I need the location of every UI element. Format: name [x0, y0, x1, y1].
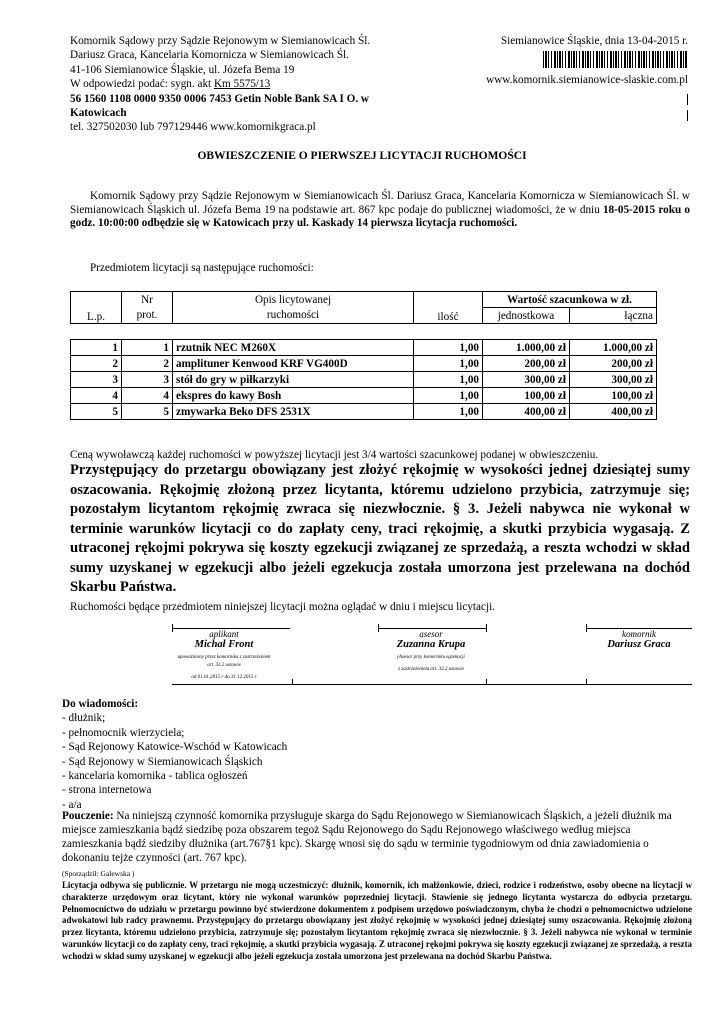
col-nr: Nr: [122, 292, 173, 308]
table-row: [71, 404, 657, 420]
items-table: [70, 339, 657, 420]
price-note: Ceną wywoławczą każdej ruchomości w powyższej licytacji jest 3/4 wartości szacunkowej podanej w obwieszczeniu.: [70, 449, 599, 461]
list-item: - Sąd Rejonowy w Siemianowicach Śląskich: [62, 755, 263, 768]
signature-asesor: [370, 629, 492, 674]
signature-role: aplikant: [209, 629, 239, 639]
case-reference-prefix: W odpowiedzi podać: sygn. akt: [70, 78, 214, 91]
items-table-header: [70, 291, 657, 324]
header-line: Komornik Sądowy przy Sądzie Rejonowym w Siemianowicach Śl.: [70, 35, 371, 47]
signature-aplikant: [160, 629, 288, 682]
cell-ilosc: 1,00: [414, 388, 483, 404]
col-opis-2: ruchomości: [173, 308, 414, 324]
cell-laczna: 400,00 zł: [570, 404, 657, 420]
cell-opis: rzutnik NEC M260X: [173, 340, 414, 356]
cell-lp: 2: [71, 356, 122, 372]
signature-komornik: [586, 629, 692, 650]
header-line: 41-106 Siemianowice Śląskie, ul. Józefa Bema 19: [70, 63, 295, 76]
cell-lp: 4: [71, 388, 122, 404]
col-ilosc: ilość: [414, 292, 483, 324]
signature-role: asesor: [419, 629, 443, 639]
col-jedn: jednostkowa: [483, 308, 570, 324]
cell-ilosc: 1,00: [414, 356, 483, 372]
list-item: - pełnomocnik wierzyciela;: [62, 726, 185, 739]
website: www.komornik.siemianowice-slaskie.com.pl: [486, 73, 688, 86]
header-line: Dariusz Graca, Kancelaria Komornicza w Siemianowicach Śl.: [70, 49, 349, 62]
list-item: - Sąd Rejonowy Katowice-Wschód w Katowicach: [62, 741, 288, 754]
fine-print: Licytacja odbywa się publicznie. W przetargu nie mogą uczestniczyć: dłużnik, komornik, ich małżonkowie, dzieci, rodzice i rodzeństwo, osoby obecne na licytacji w charakterze urzędowym oraz licytant, który nie wykonał warunków poprzedniej licytacji. Stawienie się jednego licytanta wystarcza do odbycia przetargu. Pełnomocnictwo do udziału w przetargu powinno być stwierdzone dokumentem z podpisem urzędowo poświadczonym, chyba że chodzi o pełnomocnictwo udzielone adwokatowi lub radcy prawnemu. Przystępujący do przetargu obowiązany jest złożyć rękojmię w wysokości jednej dziesiątej sumy oszacowania. Rękojmię złożoną przez licytanta, któremu udzielono przybicia, zatrzymuje się; pozostałym licytantom rękojmię zwraca się niezwłocznie. § 3. Jeżeli nabywca nie wykonał w terminie warunków licytacji co do zapłaty ceny, traci rękojmię, a skutki przybicia wygasają. Z utraconej rękojmi pokrywa się koszty egzekucji związanej ze sprzedażą, a reszta wchodzi w skład sumy uzyskanej w egzekucji albo jeżeli egzekucja została umorzona jest przelewana na dochód Skarbu Państwa.: [62, 880, 692, 961]
barcode-icon: [543, 51, 688, 68]
table-row: [71, 340, 657, 356]
instruction-paragraph: [62, 809, 692, 865]
signature-role: komornik: [622, 629, 656, 639]
cell-opis: ekspres do kawy Bosh: [173, 388, 414, 404]
cell-lp: 5: [71, 404, 122, 420]
col-wartosc: Wartość szacunkowa w zł.: [483, 292, 657, 308]
cell-jedn: 200,00 zł: [483, 356, 570, 372]
cell-opis: amplituner Kenwood KRF VG400D: [173, 356, 414, 372]
signature-tick: [292, 679, 293, 684]
margin-mark: [687, 94, 688, 105]
bank-account-line: 56 1560 1108 0000 9350 0006 7453 Getin Noble Bank SA I O. w: [70, 92, 369, 105]
cell-nr: 4: [122, 388, 173, 404]
cell-opis: zmywarka Beko DFS 2531X: [173, 404, 414, 420]
cell-ilosc: 1,00: [414, 372, 483, 388]
list-item: - a/a: [62, 798, 82, 811]
intro-text: Komornik Sądowy przy Sądzie Rejonowym w Siemianowicach Śl. Dariusz Graca, Kancelaria Komornicza w Siemianowicach Śl. w Siemianowicach Śląskich ul. Józefa Bema 19 na podstawie art. 867 kpc podaje do publicznej wiadomości, że w dniu: [70, 190, 690, 216]
header-right: [430, 34, 688, 87]
col-opis: Opis licytowanej: [173, 292, 414, 308]
document-title: OBWIESZCZENIE O PIERWSZEJ LICYTACJI RUCHOMOŚCI: [197, 150, 527, 162]
cell-jedn: 100,00 zł: [483, 388, 570, 404]
cell-laczna: 200,00 zł: [570, 356, 657, 372]
signature-tick: [586, 679, 587, 684]
signature-note: (Asesor przy komorniku egzekucji: [397, 655, 465, 660]
col-lp: L.p.: [71, 292, 122, 324]
place-date: Siemianowice Śląskie, dnia 13-04-2015 r.: [500, 35, 688, 47]
cell-lp: 1: [71, 340, 122, 356]
cell-nr: 5: [122, 404, 173, 420]
prepared-by: (Sporządził: Galewska ): [62, 869, 135, 878]
signature-name: Michał Front: [194, 639, 254, 650]
signature-note: art. 33.2 ustawie: [207, 663, 241, 668]
signature-tick: [486, 679, 487, 684]
cell-jedn: 400,00 zł: [483, 404, 570, 420]
list-item: - strona internetowa: [62, 784, 152, 797]
signature-name: Dariusz Graca: [607, 639, 671, 650]
bank-city-line: Katowicach: [70, 107, 127, 120]
deposit-paragraph: Przystępujący do przetargu obowiązany jest złożyć rękojmię w wysokości jednej dziesiątej sumy oszacowania. Rękojmię złożoną przez licytanta, któremu udzielono przybicia, zatrzymuje się; pozostałym licytantom rękojmię zwraca się niezwłocznie. § 3. Jeżeli nabywca nie wykonał w terminie warunków licytacji co do zapłaty ceny, traci rękojmię, a skutki przybicia wygasają. Z utraconej rękojmi pokrywa się koszty egzekucji związanej ze sprzedażą, a reszta wchodzi w skład sumy uzyskanej w egzekucji albo jeżeli egzekucja została umorzona jest przelewana na dochód Skarbu Państwa.: [70, 462, 690, 595]
table-row: [71, 356, 657, 372]
viewing-note: Ruchomości będące przedmiotem niniejszej licytacji można oglądać w dniu i miejscu licytacji.: [70, 601, 495, 613]
intro-paragraph: [70, 190, 690, 231]
instruction-label: Pouczenie:: [62, 810, 114, 822]
contact-line: tel. 327502030 lub 797129446 www.komornikgraca.pl: [70, 121, 316, 134]
signature-note: z zastrzeżeniem art. 33.2 ustawie: [398, 667, 464, 672]
case-reference: [70, 77, 430, 91]
bailiff-header: [70, 34, 430, 135]
auction-date-place: 18-05-2015 roku o godz. 10:00:00 odbędzie się w Katowicach przy ul. Kaskady 14 pierwsza licytacja ruchomości.: [70, 203, 690, 230]
table-row: [71, 388, 657, 404]
distribution-heading: Do wiadomości:: [62, 698, 139, 710]
signature-note: upoważniony przez komornika z zastrzeżeniem: [177, 655, 271, 660]
cell-lp: 3: [71, 372, 122, 388]
col-prot: prot.: [122, 308, 173, 324]
cell-nr: 1: [122, 340, 173, 356]
margin-mark: [687, 110, 688, 121]
cell-jedn: 1.000,00 zł: [483, 340, 570, 356]
subject-line: Przedmiotem licytacji są następujące ruchomości:: [90, 262, 314, 274]
cell-laczna: 300,00 zł: [570, 372, 657, 388]
instruction-text: Na niniejszą czynność komornika przysługuje skarga do Sądu Rejonowego w Siemianowicach Śląskich, a jeżeli dłużnik ma miejsce zamieszkania bądź siedzibę poza obszarem tegoż Sądu Rejonowego do Sądu Rejonowego właściwego według miejsca zamieszkania bądź siedziby dłużnika (art.767§1 kpc). Skargę wnosi się do sądu w terminie tygodniowym od dnia zawiadomienia o dokonaniu tejże czynności (art. 767 kpc).: [62, 810, 672, 865]
cell-opis: stół do gry w piłkarzyki: [173, 372, 414, 388]
distribution-list: [62, 697, 287, 812]
case-number: Km 5575/13: [213, 78, 271, 91]
col-laczna: łączna: [570, 308, 657, 324]
list-item: - dłużnik;: [62, 712, 106, 725]
cell-laczna: 1.000,00 zł: [570, 340, 657, 356]
signature-name: Zuzanna Krupa: [396, 639, 466, 650]
cell-ilosc: 1,00: [414, 404, 483, 420]
signature-baseline: [172, 684, 692, 685]
cell-nr: 3: [122, 372, 173, 388]
signature-note: od 01.01.2015 r do 31.12.2015 r: [191, 675, 257, 680]
table-row: [71, 372, 657, 388]
cell-nr: 2: [122, 356, 173, 372]
cell-jedn: 300,00 zł: [483, 372, 570, 388]
cell-ilosc: 1,00: [414, 340, 483, 356]
list-item: - kancelaria komornika - tablica ogłoszeń: [62, 770, 248, 783]
cell-laczna: 100,00 zł: [570, 388, 657, 404]
